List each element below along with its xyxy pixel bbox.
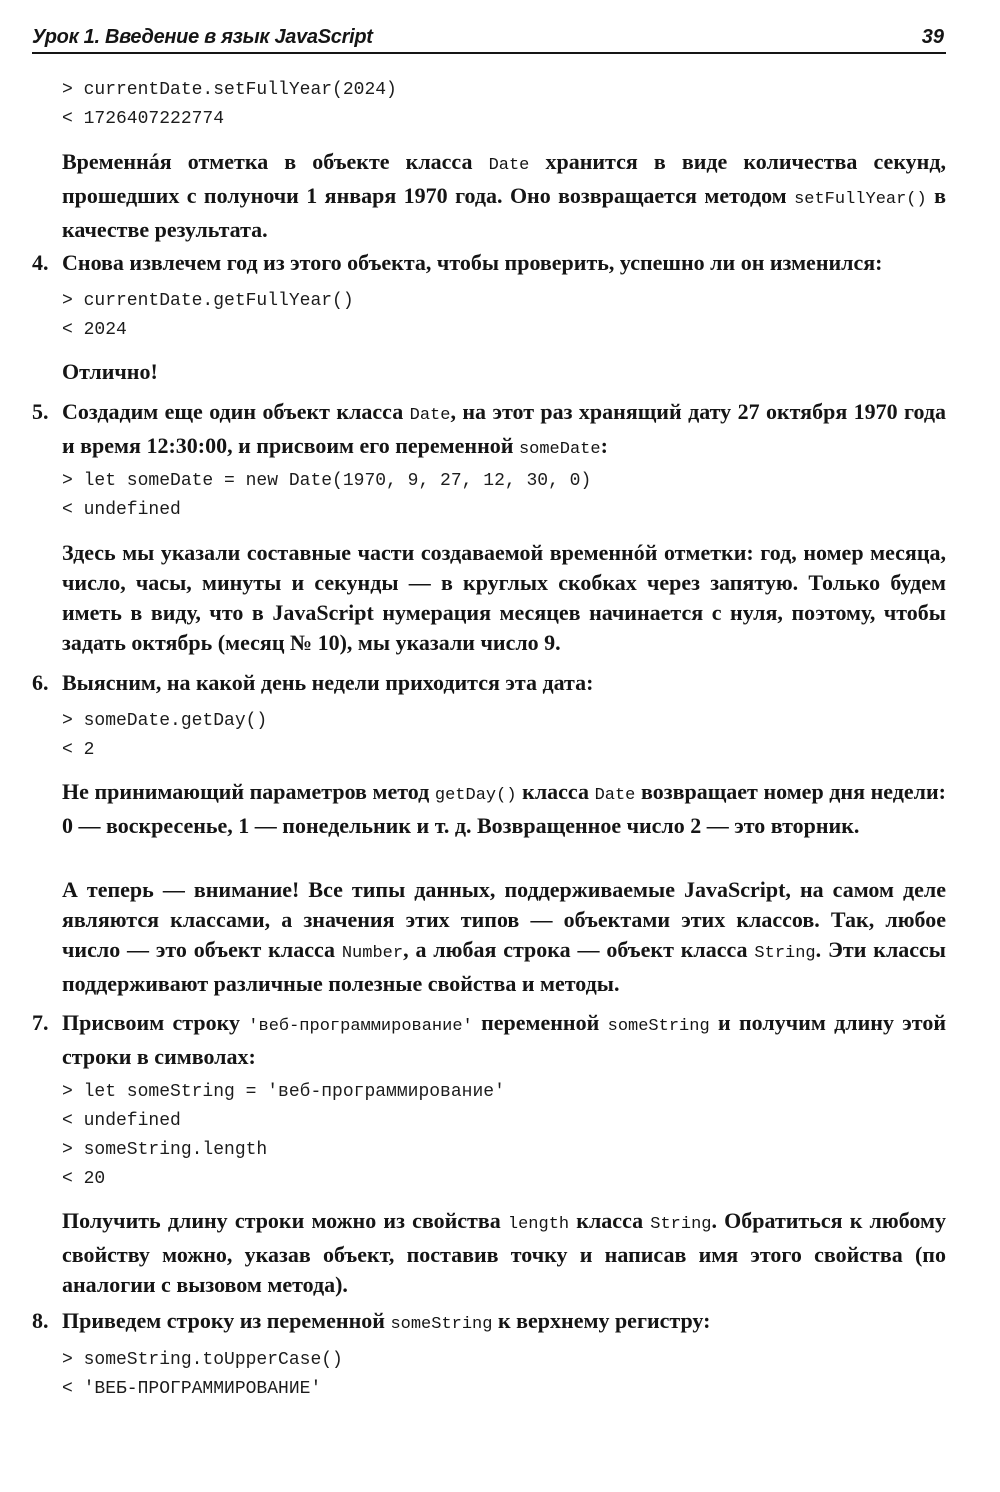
para-text: хранится в виде количества секунд, прошедших с полуночи 1 января 1970 года. Оно возвращается методом: [62, 149, 946, 208]
step-number: 5.: [32, 399, 49, 424]
code-block-to-upper-case: [62, 1346, 343, 1404]
inline-code: someString: [607, 1017, 710, 1036]
inline-code: someString: [390, 1315, 493, 1334]
paragraph-get-day: [62, 777, 946, 841]
code-line: > currentDate.getFullYear(): [62, 291, 354, 311]
paragraph-date-parts: Здесь мы указали составные части создаваемой временнóй отметки: год, номер месяца, число, часы, минуты и секунды — в круглых скобках через запятую. Только будем иметь в виду, что в JavaScript нумерация месяцев начинается с нуля, поэтому, чтобы задать октябрь (месяц № 10), мы указали число 9.: [62, 540, 946, 655]
code-line: > let someDate = new Date(1970, 9, 27, 12, 30, 0): [62, 471, 592, 491]
step-number: 8.: [32, 1308, 49, 1333]
inline-code: Date: [488, 156, 530, 175]
code-block-set-full-year: [62, 76, 397, 134]
step-text-part: Присвоим строку: [62, 1010, 249, 1035]
step-text-part: к верхнему регистру:: [492, 1308, 711, 1333]
step-text: [62, 397, 946, 465]
para-text: , а любая строка — объект класса: [403, 937, 755, 962]
para-text: А теперь — внимание! Все типы данных, поддерживаемые JavaScript, на самом деле являются классами, а значения этих типов — объектами этих классов. Так, любое число — это объект класса: [62, 877, 946, 962]
para-text: класса: [569, 1208, 651, 1233]
para-text: возвращает номер дня недели: 0 — воскресенье, 1 — понедельник и т. д. Возвращенное число 2 — это вторник.: [62, 779, 947, 838]
code-line: > currentDate.setFullYear(2024): [62, 80, 397, 100]
paragraph-excellent: Отлично!: [62, 359, 158, 384]
code-block-some-string: [62, 1078, 505, 1194]
step-text: Снова извлечем год из этого объекта, чтобы проверить, успешно ли он изменился:: [62, 250, 883, 275]
step-text-part: :: [600, 433, 608, 458]
para-text: Временнáя отметка в объекте класса: [62, 149, 489, 174]
code-block-get-day: [62, 707, 267, 765]
chapter-title: Урок 1. Введение в язык JavaScript: [32, 26, 373, 48]
page-number: 39: [921, 26, 944, 48]
code-line: < 2: [62, 740, 95, 760]
inline-code: Date: [409, 406, 451, 425]
inline-code: someDate: [518, 440, 601, 459]
code-line: > someString.length: [62, 1140, 268, 1160]
paragraph-data-types: [62, 875, 946, 999]
step-text-part: и получим длину этой строки в символах:: [62, 1010, 946, 1069]
code-line: < 20: [62, 1169, 106, 1189]
inline-code: Number: [341, 944, 404, 963]
step-number: 6.: [32, 670, 49, 695]
inline-code: getDay(): [434, 786, 517, 805]
inline-code: String: [754, 944, 816, 963]
step-text-part: , на этот раз хранящий дату 27 октября 1970 года и время 12:30:00, и присвоим его переменной: [62, 399, 946, 458]
step-text-part: Приведем строку из переменной: [62, 1308, 391, 1333]
para-text: класса: [516, 779, 595, 804]
code-line: < undefined: [62, 1111, 181, 1131]
para-text: Получить длину строки можно из свойства: [62, 1208, 508, 1233]
code-line: < 1726407222774: [62, 109, 225, 129]
step-text-part: Создадим еще один объект класса: [62, 399, 410, 424]
step-text-part: переменной: [472, 1010, 608, 1035]
running-header: [32, 26, 946, 54]
inline-code: String: [650, 1215, 712, 1234]
code-line: > someDate.getDay(): [62, 711, 268, 731]
paragraph-timestamp: [62, 147, 946, 245]
code-line: > let someString = 'веб-программирование': [62, 1082, 505, 1102]
step-text: Выясним, на какой день недели приходится эта дата:: [62, 670, 594, 695]
step-number: 7.: [32, 1010, 49, 1035]
code-line: < undefined: [62, 500, 181, 520]
inline-code: length: [507, 1215, 570, 1234]
paragraph-length: [62, 1206, 946, 1300]
inline-code: 'веб-программирование': [248, 1017, 473, 1036]
code-block-get-full-year: [62, 287, 354, 345]
para-text: . Эти классы поддерживают различные полезные свойства и методы.: [62, 937, 946, 996]
code-line: > someString.toUpperCase(): [62, 1350, 343, 1370]
code-line: < 'ВЕБ-ПРОГРАММИРОВАНИЕ': [62, 1379, 322, 1399]
para-text: в качестве результата.: [62, 183, 946, 242]
inline-code: Date: [594, 786, 636, 805]
step-number: 4.: [32, 250, 49, 275]
code-block-some-date: [62, 467, 591, 525]
para-text: . Обратиться к любому свойству можно, указав объект, поставив точку и написав имя этого свойства (по аналогии с вызовом метода).: [62, 1208, 946, 1297]
step-text: [62, 1008, 946, 1072]
code-line: < 2024: [62, 320, 127, 340]
inline-code: setFullYear(): [794, 190, 927, 209]
step-text: [62, 1306, 946, 1340]
para-text: Не принимающий параметров метод: [62, 779, 435, 804]
